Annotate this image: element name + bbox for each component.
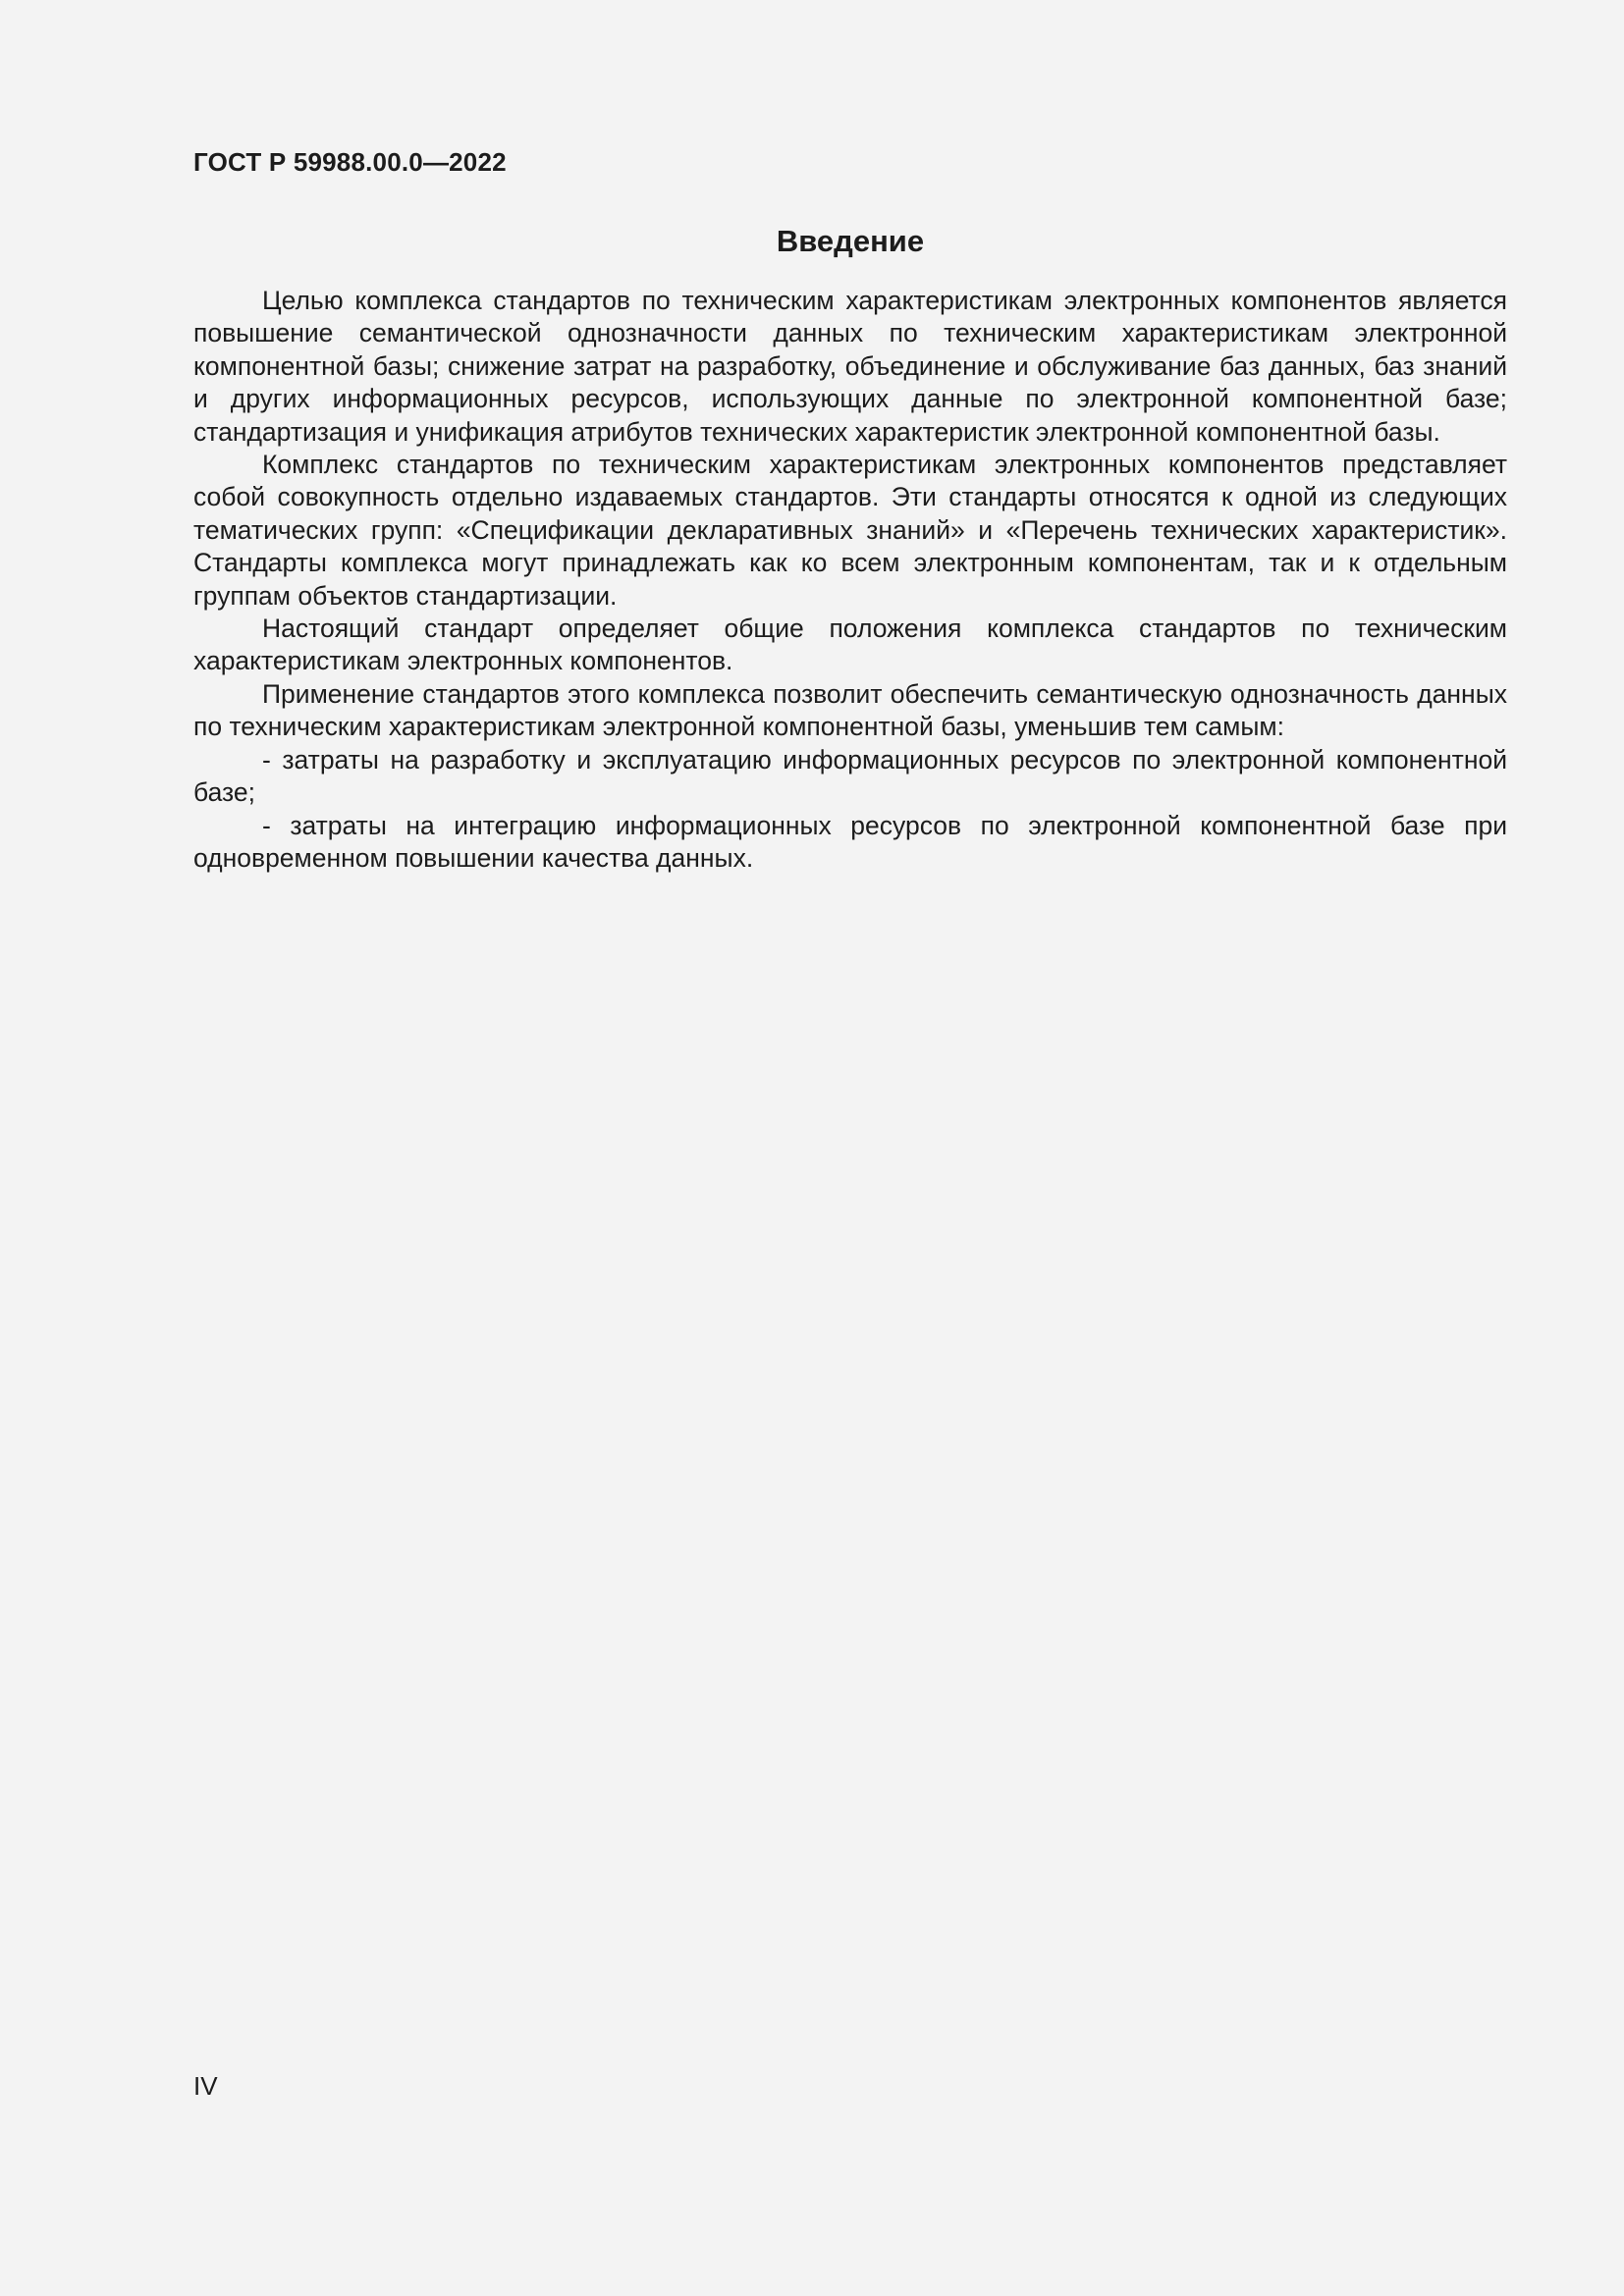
document-code: ГОСТ Р 59988.00.0—2022	[193, 147, 507, 177]
list-item-development-costs: - затраты на разработку и эксплуатацию информационных ресурсов по электронной компонентной базе;	[193, 744, 1507, 808]
list-item-integration-costs: - затраты на интеграцию информационных ресурсов по электронной компонентной базе при одновременном повышении качества данных.	[193, 810, 1507, 873]
paragraph-goal: Целью комплекса стандартов по техническим характеристикам электронных компонентов является повышение семантической однозначности данных по техническим характеристикам электронной компонентной базы; снижение затрат на разработку, объединение и обслуживание баз данных, баз знаний и других информационных ресурсов, использующих данные по электронной компонентной базе; стандартизация и унификация атрибутов технических характеристик электронной компонентной базы.	[193, 286, 1507, 447]
page-number: IV	[193, 2071, 218, 2101]
section-body	[193, 285, 1507, 875]
section-title: Введение	[776, 224, 925, 258]
paragraph-application: Применение стандартов этого комплекса позволит обеспечить семантическую однозначность данных по техническим характеристикам электронной компонентной базы, уменьшив тем самым:	[193, 678, 1507, 742]
paragraph-scope: Настоящий стандарт определяет общие положения комплекса стандартов по техническим характеристикам электронных компонентов.	[193, 614, 1507, 676]
paragraph-complex-structure: Комплекс стандартов по техническим характеристикам электронных компонентов представляет собой совокупность отдельно издаваемых стандартов. Эти стандарты относятся к одной из следующих тематических групп: «Спецификации декларативных знаний» и «Перечень технических характеристик». Стандарты комплекса могут принадлежать как ко всем электронным компонентам, так и к отдельным группам объектов стандартизации.	[193, 450, 1507, 611]
